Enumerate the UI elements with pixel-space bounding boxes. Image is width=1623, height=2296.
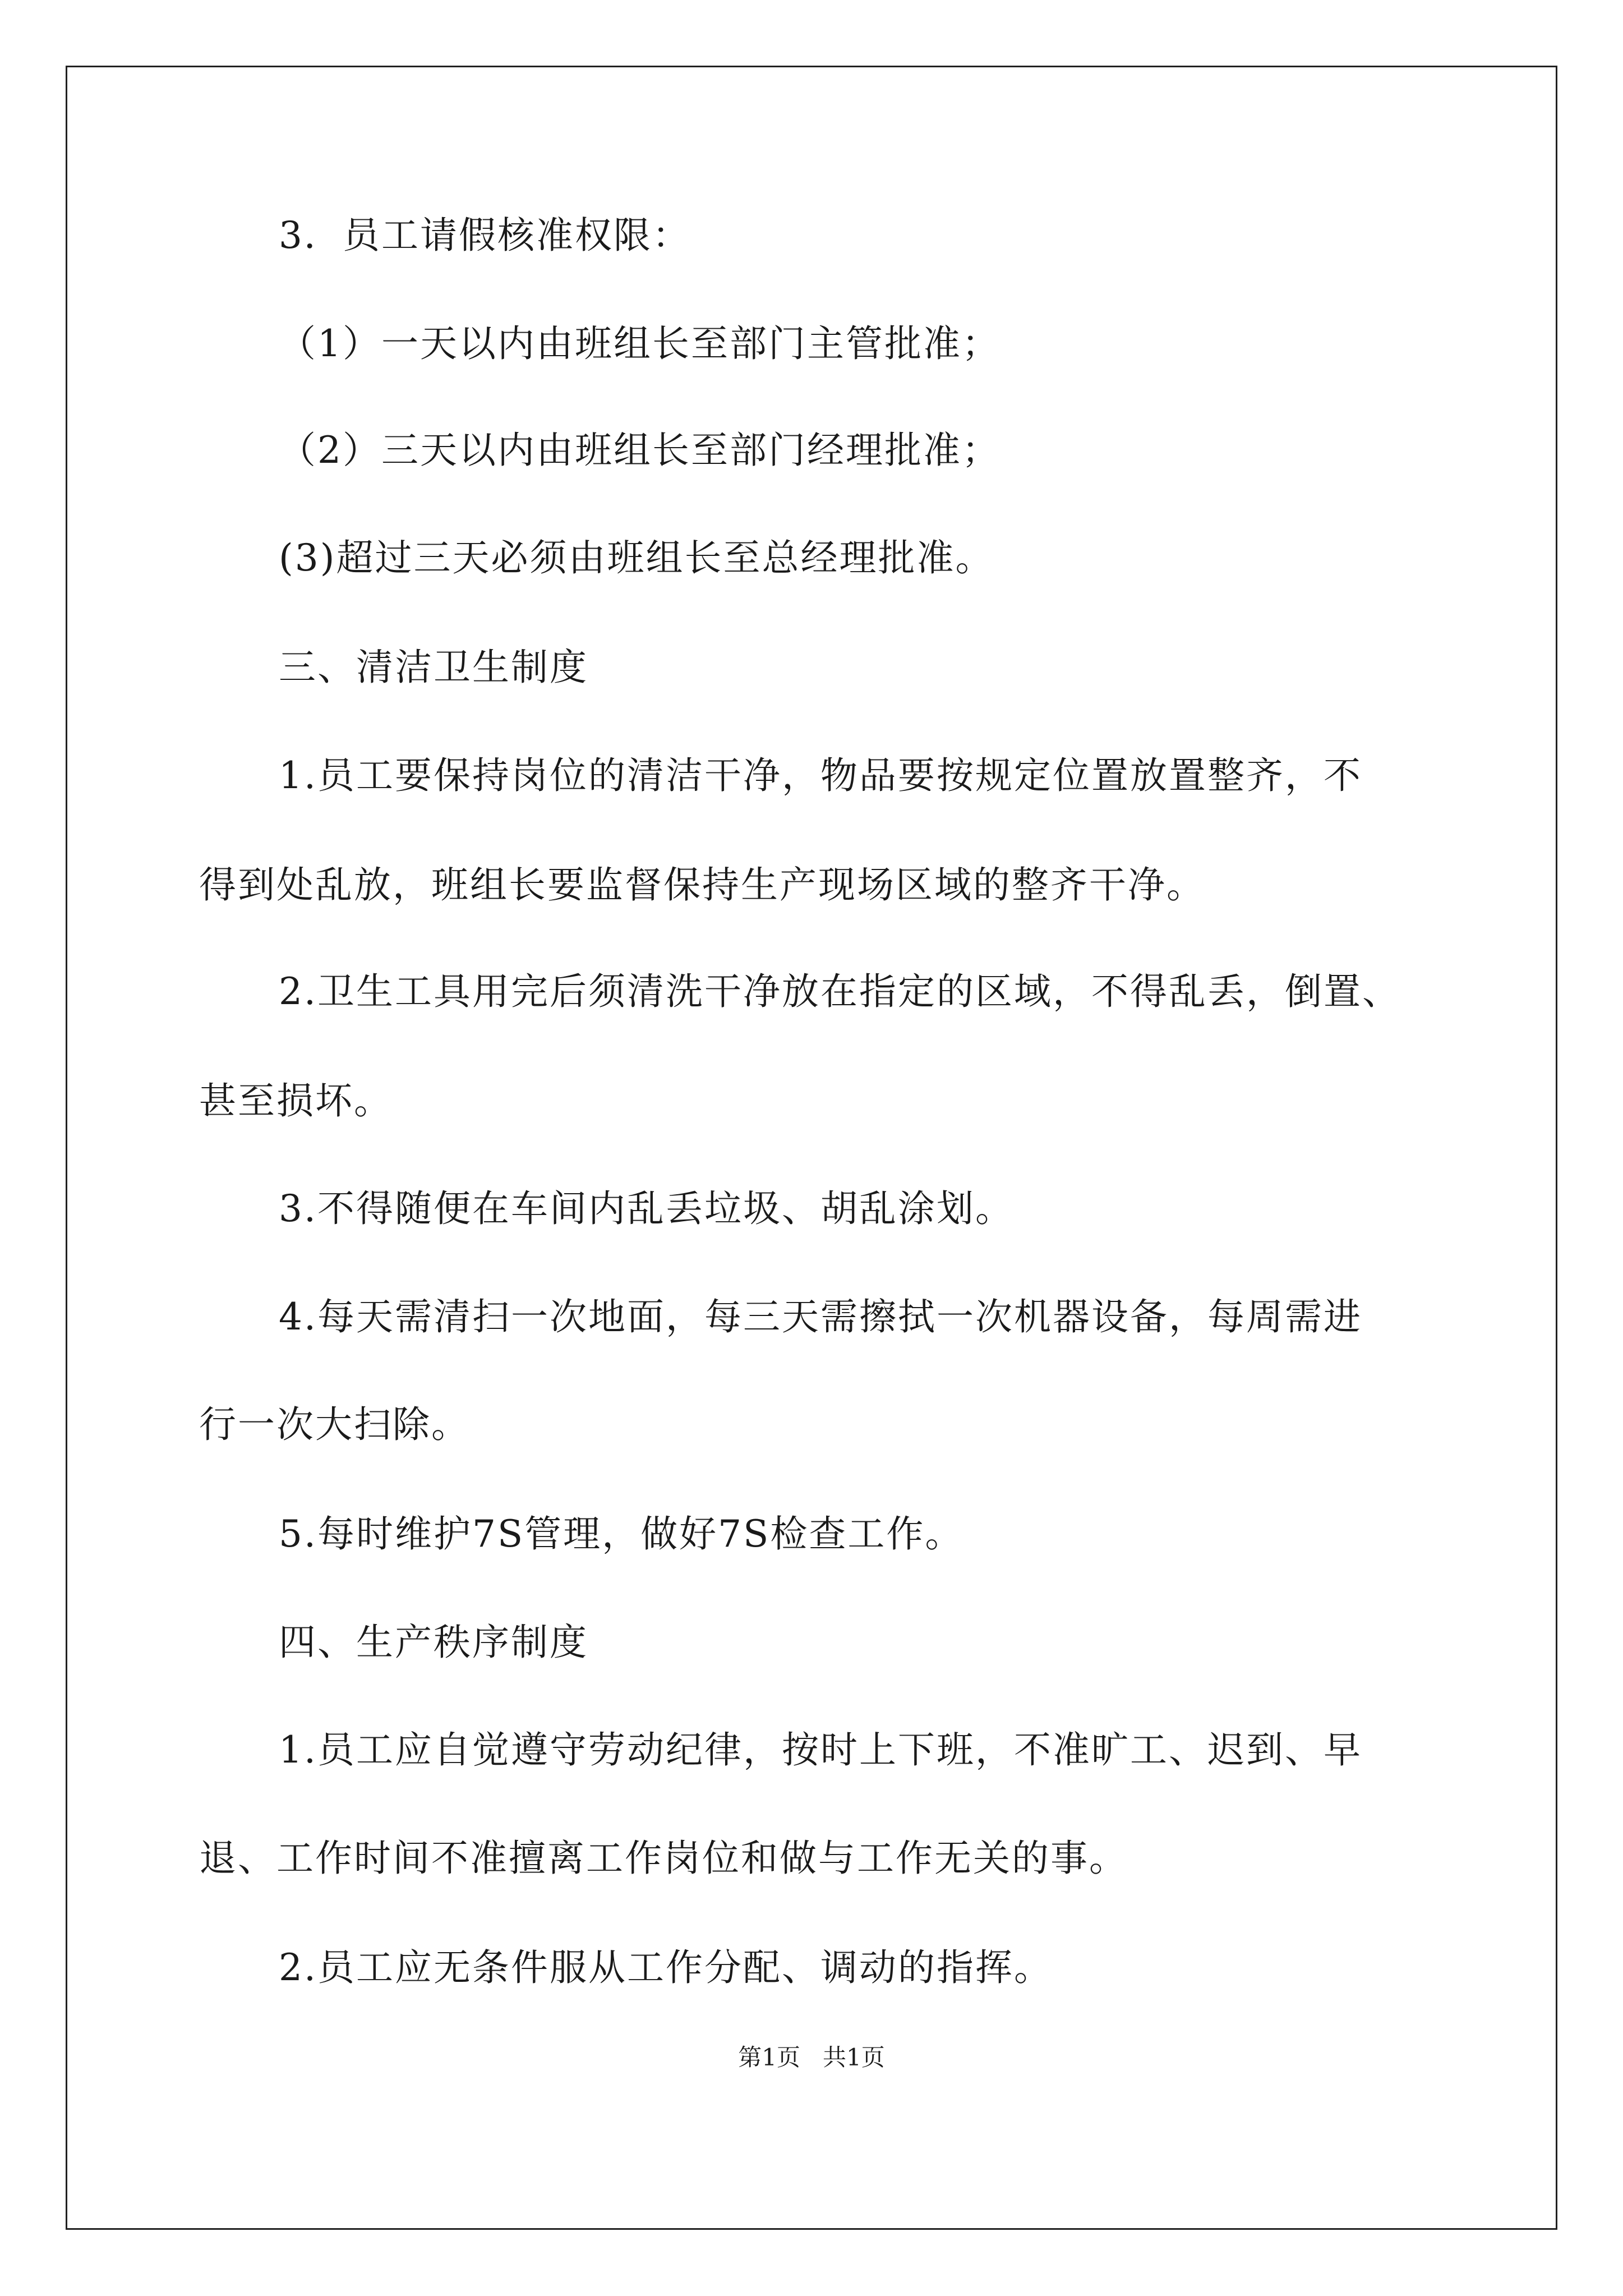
section-heading: 四、生产秩序制度 xyxy=(279,1621,588,1664)
text-line: 1.员工要保持岗位的清洁干净，物品要按规定位置放置整齐，不 xyxy=(279,754,1362,797)
text-line: 得到处乱放，班组长要监督保持生产现场区域的整齐干净。 xyxy=(199,863,1205,907)
text-line: 甚至损坏。 xyxy=(199,1079,393,1122)
page-number-footer: 第1页 共1页 xyxy=(738,2044,885,2071)
text-line: 4.每天需清扫一次地面，每三天需擦拭一次机器设备，每周需进 xyxy=(279,1295,1362,1338)
page-border xyxy=(66,66,1557,2230)
text-line: (3)超过三天必须由班组长至总经理批准。 xyxy=(279,536,994,579)
section-heading: 三、清洁卫生制度 xyxy=(279,646,588,689)
text-line: （1）一天以内由班组长至部门主管批准； xyxy=(279,322,1000,365)
text-line: 5.每时维护7S管理，做好7S检查工作。 xyxy=(279,1512,964,1556)
text-line: （2）三天以内由班组长至部门经理批准； xyxy=(279,429,1000,472)
text-line: 2.卫生工具用完后须清洗干净放在指定的区域，不得乱丢，倒置、 xyxy=(279,970,1401,1013)
text-line: 退、工作时间不准擅离工作岗位和做与工作无关的事。 xyxy=(199,1837,1128,1880)
text-line: 2.员工应无条件服从工作分配、调动的指挥。 xyxy=(279,1946,1053,1989)
text-line: 行一次大扫除。 xyxy=(199,1403,470,1446)
text-line: 1.员工应自觉遵守劳动纪律，按时上下班，不准旷工、迟到、早 xyxy=(279,1728,1362,1772)
text-line: 3．员工请假核准权限： xyxy=(279,214,691,257)
text-line: 3.不得随便在车间内乱丢垃圾、胡乱涂划。 xyxy=(279,1187,1014,1230)
